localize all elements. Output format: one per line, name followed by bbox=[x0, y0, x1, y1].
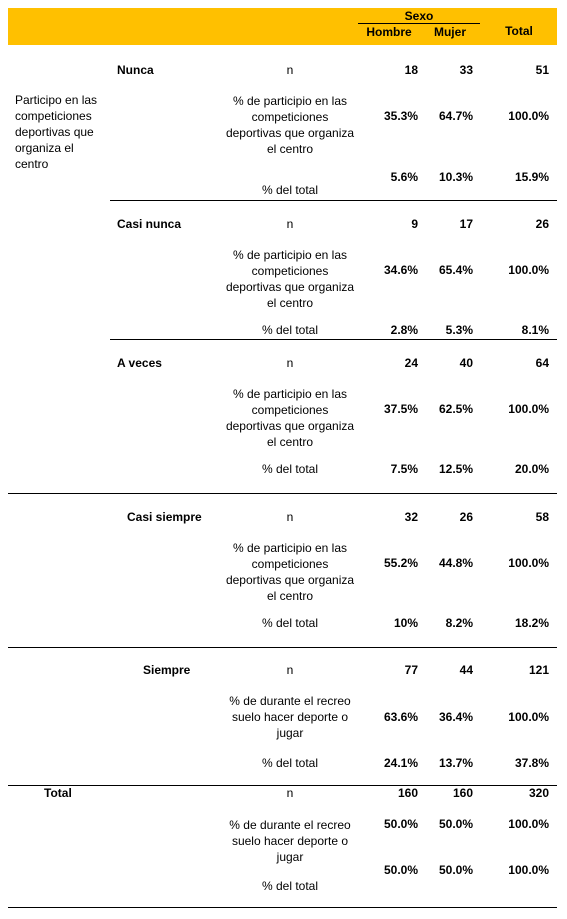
cell-mujer-n: 40 bbox=[459, 356, 473, 370]
cell-hombre-n: 9 bbox=[411, 217, 418, 231]
mujer-header: Mujer bbox=[433, 25, 466, 39]
cell-hombre-tot: 5.6% bbox=[390, 170, 418, 184]
cell-hombre-pct: 63.6% bbox=[383, 710, 418, 724]
row-variable-label: Participo en las competiciones deportivas que organiza el centro bbox=[15, 93, 98, 171]
cell-hombre-pct: 34.6% bbox=[383, 263, 418, 277]
cell-mujer-n: 33 bbox=[459, 63, 473, 77]
pct-total-label: % del total bbox=[261, 879, 319, 893]
cell-mujer-tot: 10.3% bbox=[438, 170, 473, 184]
cell-total-pct: 100.0% bbox=[508, 556, 549, 570]
n-label: n bbox=[286, 786, 294, 800]
cell-hombre-tot: 24.1% bbox=[383, 756, 418, 770]
pct-label: % de participio en las competiciones deportivas que organiza el centro bbox=[225, 541, 355, 603]
group-divider bbox=[8, 493, 557, 494]
cell-hombre-pct: 55.2% bbox=[383, 556, 418, 570]
cell-hombre-tot: 50.0% bbox=[383, 863, 418, 877]
cell-mujer-tot: 50.0% bbox=[438, 863, 473, 877]
sexo-underline bbox=[358, 23, 480, 24]
cell-hombre-n: 32 bbox=[404, 510, 418, 524]
cell-hombre-pct: 50.0% bbox=[383, 817, 418, 831]
cell-mujer-n: 26 bbox=[459, 510, 473, 524]
cell-total-pct: 100.0% bbox=[508, 263, 549, 277]
total-header: Total bbox=[505, 24, 533, 38]
n-label: n bbox=[286, 356, 294, 370]
pct-label: % de participio en las competiciones deportivas que organiza el centro bbox=[225, 387, 355, 449]
pct-total-label: % del total bbox=[261, 462, 319, 476]
cell-hombre-pct: 37.5% bbox=[383, 402, 418, 416]
cell-hombre-tot: 10% bbox=[393, 616, 418, 630]
cell-mujer-pct: 64.7% bbox=[438, 109, 473, 123]
cell-mujer-tot: 5.3% bbox=[445, 323, 473, 337]
pct-label: % de durante el recreo suelo hacer deporte o jugar bbox=[229, 694, 351, 740]
pct-label: % de durante el recreo suelo hacer deporte o jugar bbox=[229, 818, 351, 864]
cell-total-n: 320 bbox=[528, 786, 549, 800]
cell-hombre-tot: 7.5% bbox=[390, 462, 418, 476]
n-label: n bbox=[286, 663, 294, 677]
table-bottom-border bbox=[8, 907, 557, 908]
cell-mujer-pct: 62.5% bbox=[438, 402, 473, 416]
pct-total-label: % del total bbox=[261, 183, 319, 197]
category-a-veces: A veces bbox=[117, 356, 162, 370]
pct-total-label: % del total bbox=[261, 323, 319, 337]
group-divider bbox=[110, 200, 557, 201]
n-label: n bbox=[286, 63, 294, 77]
cell-mujer-pct: 65.4% bbox=[438, 263, 473, 277]
sexo-header: Sexo bbox=[404, 9, 434, 23]
cell-hombre-tot: 2.8% bbox=[390, 323, 418, 337]
cell-total-pct: 100.0% bbox=[508, 817, 549, 831]
group-divider bbox=[8, 647, 557, 648]
cell-total-pct: 100.0% bbox=[508, 402, 549, 416]
cell-hombre-n: 160 bbox=[397, 786, 418, 800]
cell-hombre-pct: 35.3% bbox=[383, 109, 418, 123]
n-label: n bbox=[286, 217, 294, 231]
cell-mujer-tot: 13.7% bbox=[438, 756, 473, 770]
n-label: n bbox=[286, 510, 294, 524]
cell-total-pct: 100.0% bbox=[508, 109, 549, 123]
cell-total-n: 26 bbox=[535, 217, 549, 231]
cell-total-tot: 18.2% bbox=[514, 616, 549, 630]
cell-total-tot: 20.0% bbox=[514, 462, 549, 476]
cell-mujer-n: 160 bbox=[452, 786, 473, 800]
cell-total-tot: 15.9% bbox=[514, 170, 549, 184]
category-casi-nunca: Casi nunca bbox=[117, 217, 182, 231]
pct-label: % de participio en las competiciones deportivas que organiza el centro bbox=[225, 248, 355, 310]
hombre-header: Hombre bbox=[366, 25, 412, 39]
cell-total-tot: 37.8% bbox=[514, 756, 549, 770]
category-siempre: Siempre bbox=[143, 663, 191, 677]
cell-mujer-tot: 12.5% bbox=[438, 462, 473, 476]
cell-hombre-n: 24 bbox=[404, 356, 418, 370]
cell-mujer-n: 17 bbox=[459, 217, 473, 231]
category-casi-siempre: Casi siempre bbox=[127, 510, 202, 524]
cell-total-tot: 100.0% bbox=[508, 863, 549, 877]
cell-mujer-tot: 8.2% bbox=[445, 616, 473, 630]
cell-total-n: 121 bbox=[528, 663, 549, 677]
pct-label: % de participio en las competiciones deportivas que organiza el centro bbox=[225, 94, 355, 156]
category-total: Total bbox=[44, 786, 72, 800]
cell-mujer-pct: 36.4% bbox=[438, 710, 473, 724]
pct-total-label: % del total bbox=[261, 616, 319, 630]
cell-mujer-pct: 50.0% bbox=[438, 817, 473, 831]
cell-total-n: 64 bbox=[535, 356, 549, 370]
cell-mujer-n: 44 bbox=[459, 663, 473, 677]
pct-total-label: % del total bbox=[261, 756, 319, 770]
group-divider bbox=[110, 339, 557, 340]
cell-total-pct: 100.0% bbox=[508, 710, 549, 724]
cell-hombre-n: 18 bbox=[404, 63, 418, 77]
category-nunca: Nunca bbox=[117, 63, 154, 77]
cell-total-tot: 8.1% bbox=[521, 323, 549, 337]
cell-mujer-pct: 44.8% bbox=[438, 556, 473, 570]
cell-total-n: 58 bbox=[535, 510, 549, 524]
cell-total-n: 51 bbox=[535, 63, 549, 77]
cell-hombre-n: 77 bbox=[404, 663, 418, 677]
